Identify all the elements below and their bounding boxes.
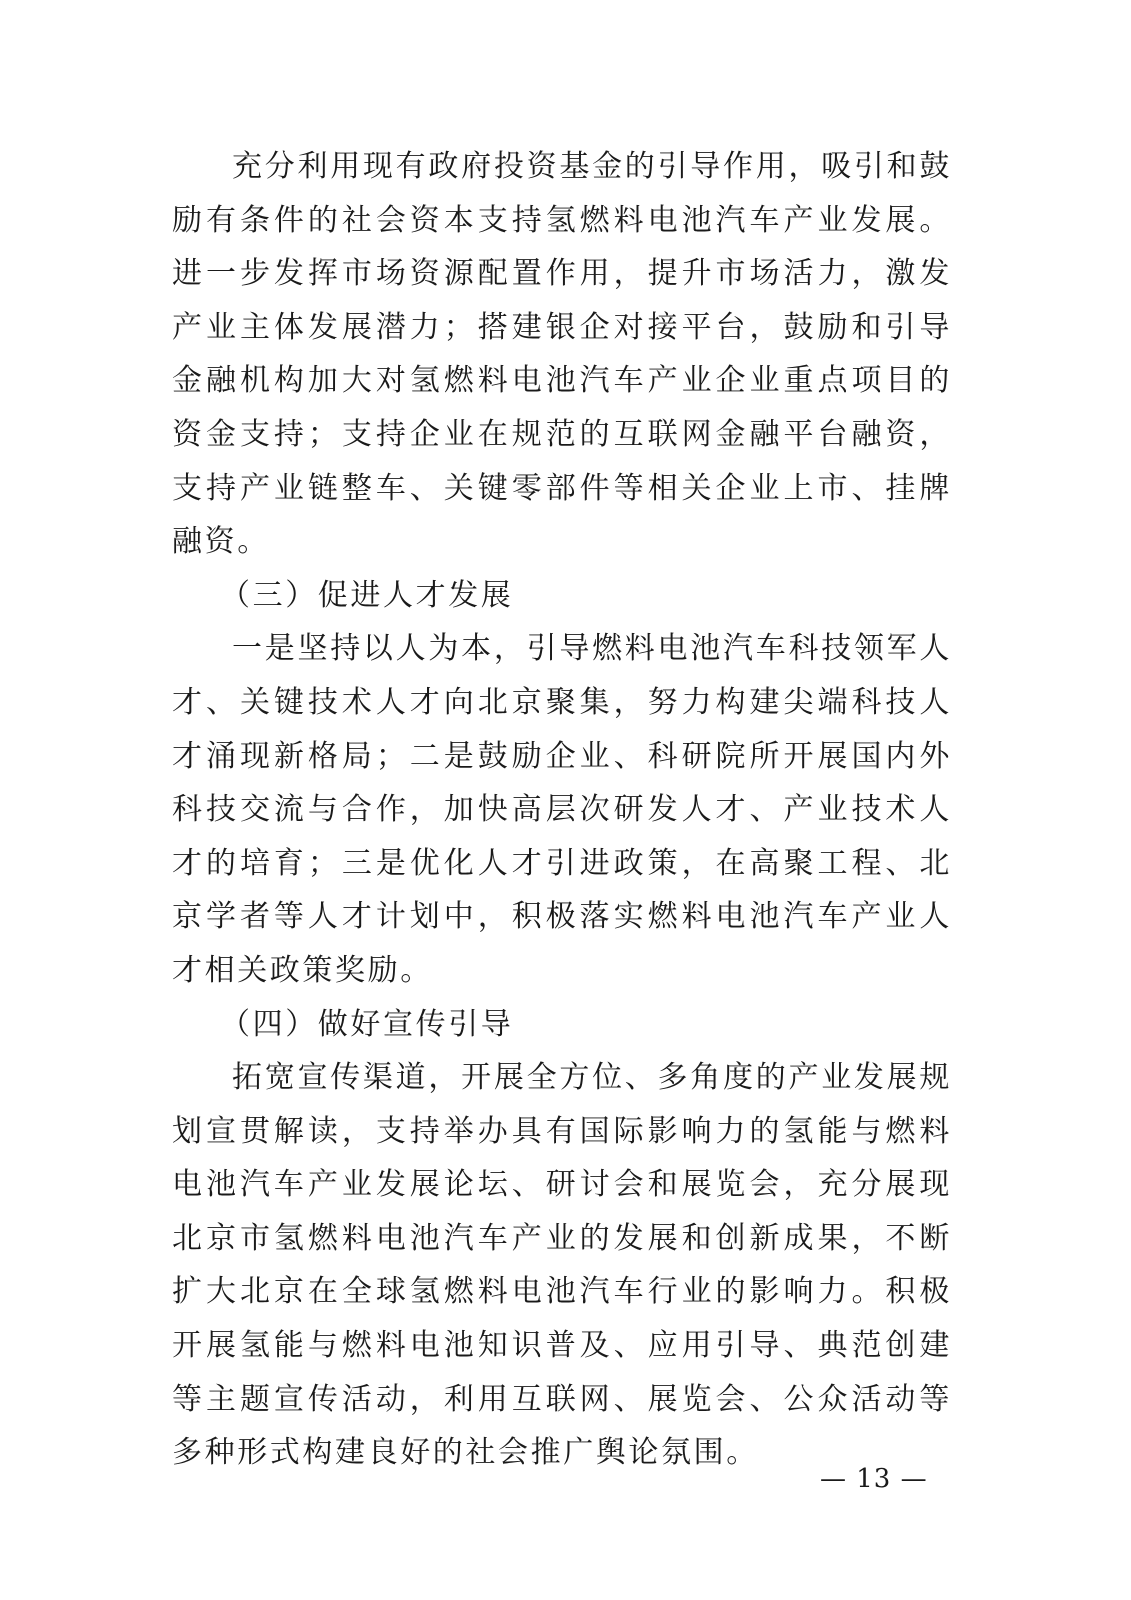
paragraph-funding: 充分利用现有政府投资基金的引导作用，吸引和鼓励有条件的社会资本支持氢燃料电池汽车产业发展。进一步发挥市场资源配置作用，提升市场活力，激发产业主体发展潜力；搭建银企对接平台，鼓励和引导金融机构加大对氢燃料电池汽车产业企业重点项目的资金支持；支持企业在规范的互联网金融平台融资，支持产业链整车、关键零部件等相关企业上市、挂牌融资。 xyxy=(172,149,952,560)
document-body xyxy=(172,140,952,1480)
paragraph-publicity: 拓宽宣传渠道，开展全方位、多角度的产业发展规划宣贯解读，支持举办具有国际影响力的氢能与燃料电池汽车产业发展论坛、研讨会和展览会，充分展现北京市氢燃料电池汽车产业的发展和创新成果，不断扩大北京在全球氢燃料电池汽车行业的影响力。积极开展氢能与燃料电池知识普及、应用引导、典范创建等主题宣传活动，利用互联网、展览会、公众活动等多种形式构建良好的社会推广舆论氛围。 xyxy=(172,1060,952,1471)
section-heading-talent: （三）促进人才发展 xyxy=(220,577,514,613)
paragraph-talent: 一是坚持以人为本，引导燃料电池汽车科技领军人才、关键技术人才向北京聚集，努力构建尖端科技人才涌现新格局；二是鼓励企业、科研院所开展国内外科技交流与合作，加快高层次研发人才、产业技术人才的培育；三是优化人才引进政策，在高聚工程、北京学者等人才计划中，积极落实燃料电池汽车产业人才相关政策奖励。 xyxy=(172,631,952,988)
section-heading-publicity: （四）做好宣传引导 xyxy=(220,1006,514,1042)
page-number: — 13 — xyxy=(820,1464,928,1494)
